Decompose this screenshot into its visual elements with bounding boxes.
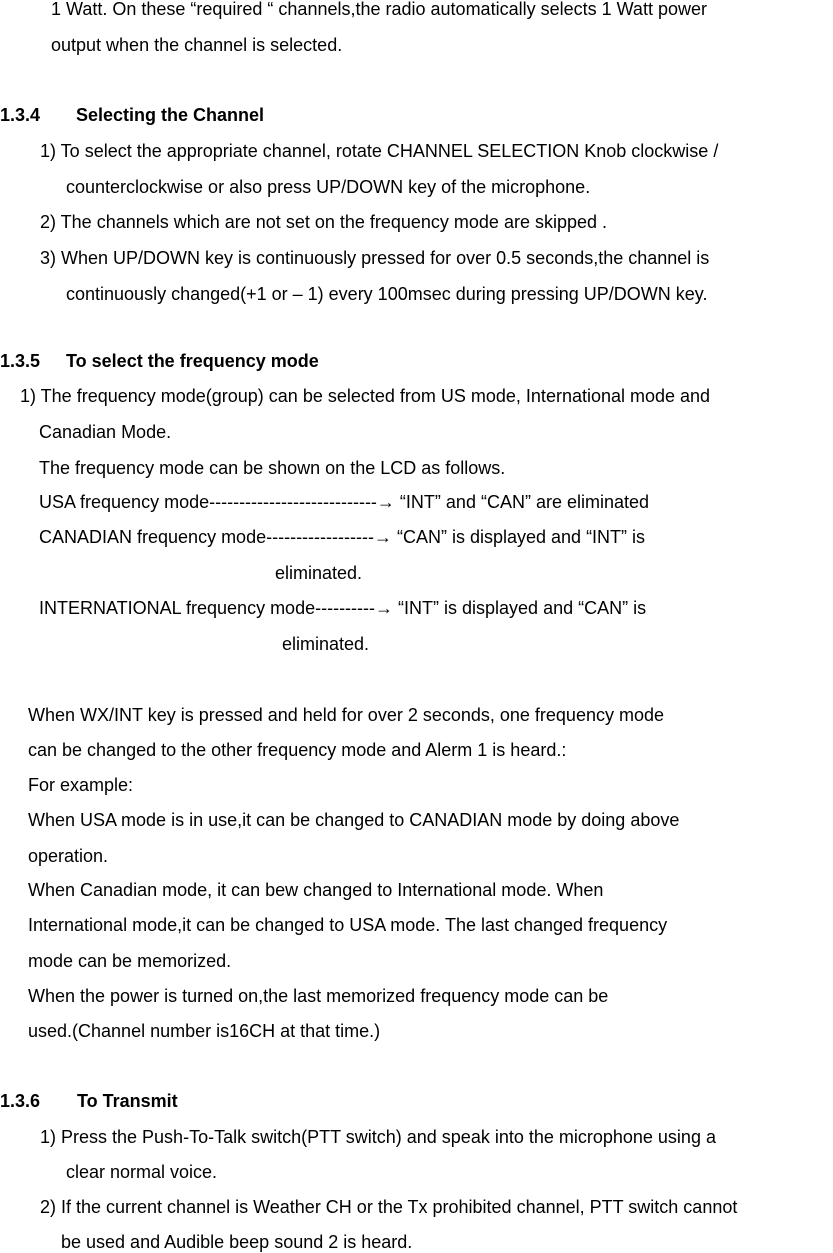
intro-line-1: 1 Watt. On these “required “ channels,the radio automatically selects 1 Watt power: [51, 0, 707, 19]
list-item: 2) If the current channel is Weather CH or the Tx prohibited channel, PTT switch cannot: [40, 1197, 738, 1217]
mode-canadian-line: CANADIAN frequency mode------------------→ “CAN” is displayed and “INT” is: [39, 527, 646, 547]
list-item: clear normal voice.: [66, 1162, 218, 1182]
list-item: 3) When UP/DOWN key is continuously pressed for over 0.5 seconds,the channel is: [40, 248, 710, 268]
mode-canadian-line-2: eliminated.: [275, 563, 363, 583]
mode-international-line-2: eliminated.: [282, 634, 370, 654]
section-number: 1.3.6: [0, 1091, 41, 1111]
list-item: counterclockwise or also press UP/DOWN key of the microphone.: [66, 177, 591, 197]
section-title: Selecting the Channel: [76, 105, 265, 125]
list-item: continuously changed(+1 or – 1) every 100msec during pressing UP/DOWN key.: [66, 284, 708, 304]
paragraph-line: operation.: [28, 846, 109, 866]
paragraph-line: International mode,it can be changed to USA mode. The last changed frequency: [28, 915, 668, 935]
mode-international-line: INTERNATIONAL frequency mode----------→ “INT” is displayed and “CAN” is: [39, 598, 647, 618]
section-title: To Transmit: [77, 1091, 178, 1111]
paragraph-line: The frequency mode can be shown on the LCD as follows.: [39, 458, 506, 478]
section-number: 1.3.5: [0, 351, 41, 371]
list-item: be used and Audible beep sound 2 is heard.: [61, 1232, 413, 1252]
list-item: 1) The frequency mode(group) can be selected from US mode, International mode and: [20, 386, 711, 406]
section-heading-1-3-6: [0, 1090, 178, 1112]
paragraph-line: When WX/INT key is pressed and held for over 2 seconds, one frequency mode: [28, 705, 664, 725]
section-number: 1.3.4: [0, 105, 41, 125]
section-title: To select the frequency mode: [66, 351, 319, 371]
paragraph-line: can be changed to the other frequency mode and Alerm 1 is heard.:: [28, 740, 567, 760]
paragraph-line: When the power is turned on,the last memorized frequency mode can be: [28, 986, 609, 1006]
section-heading-1-3-5: [0, 350, 319, 372]
section-heading-1-3-4: [0, 104, 264, 126]
paragraph-line: When Canadian mode, it can bew changed to International mode. When: [28, 880, 604, 900]
paragraph-line: mode can be memorized.: [28, 951, 232, 971]
list-item: Canadian Mode.: [39, 422, 172, 442]
list-item: 2) The channels which are not set on the frequency mode are skipped .: [40, 212, 608, 232]
paragraph-line: For example:: [28, 775, 134, 795]
list-item: 1) To select the appropriate channel, rotate CHANNEL SELECTION Knob clockwise /: [40, 141, 719, 161]
intro-line-2: output when the channel is selected.: [51, 35, 343, 55]
list-item: 1) Press the Push-To-Talk switch(PTT switch) and speak into the microphone using a: [40, 1127, 716, 1147]
mode-usa-line: USA frequency mode----------------------------→ “INT” and “CAN” are eliminated: [39, 492, 650, 512]
paragraph-line: When USA mode is in use,it can be changed to CANADIAN mode by doing above: [28, 810, 680, 830]
paragraph-line: used.(Channel number is16CH at that time.): [28, 1021, 381, 1041]
